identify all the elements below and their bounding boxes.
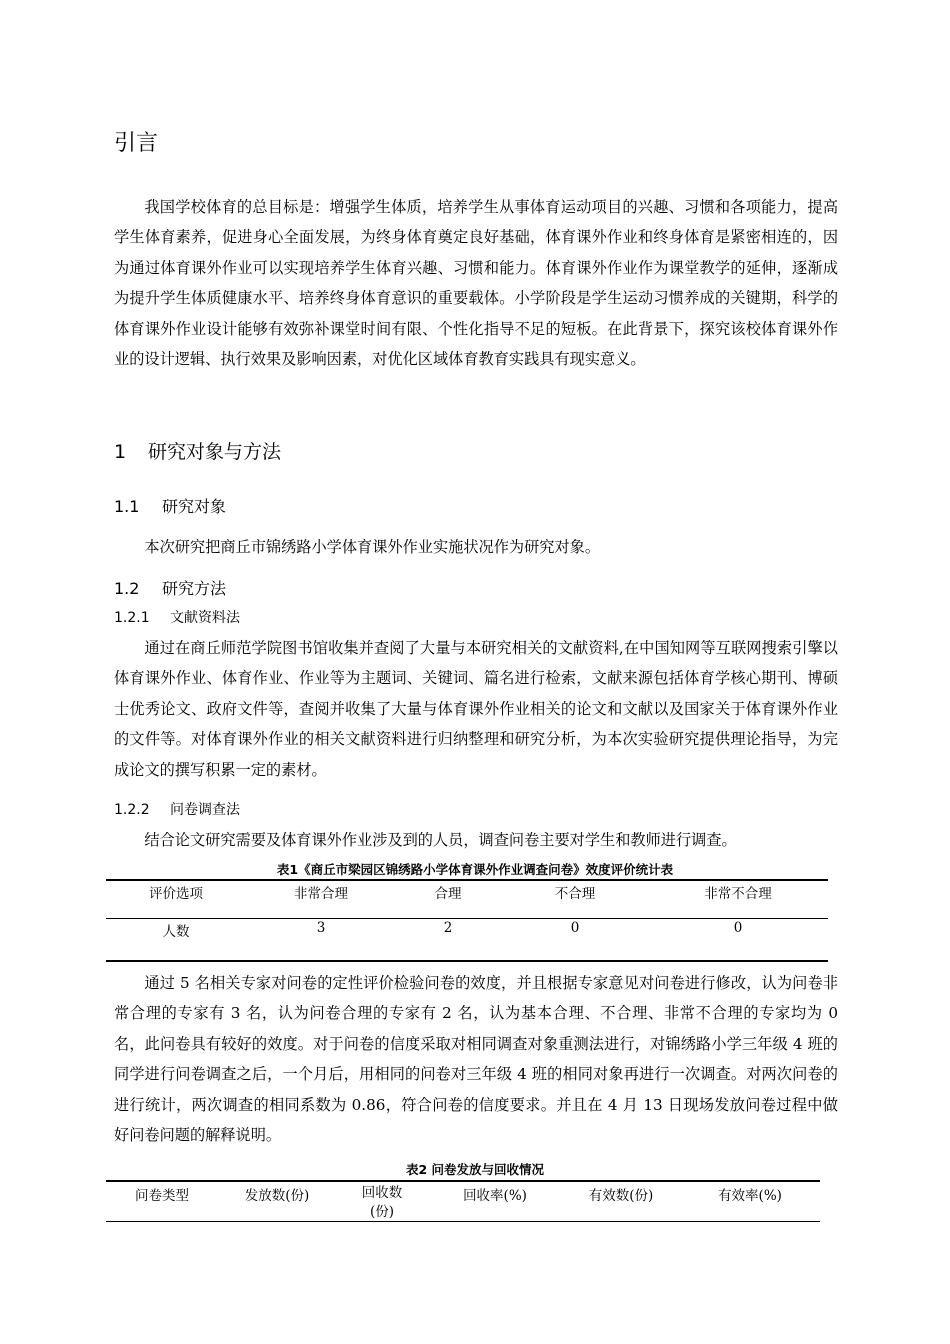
table-1-cell: 人数 xyxy=(162,924,190,940)
section-1-2-2-number: 1.2.2 xyxy=(114,802,150,818)
table-1-cell: 3 xyxy=(316,920,326,936)
table-2-header-cell: 有效率(%) xyxy=(718,1188,782,1204)
table-1-cell: 0 xyxy=(570,920,580,936)
section-1-heading xyxy=(114,437,281,464)
table-1-mid-rule xyxy=(106,918,828,919)
section-1-title: 研究对象与方法 xyxy=(148,441,282,463)
section-1-2-2-paragraph: 结合论文研究需要及体育课外作业涉及到的人员，调查问卷主要对学生和教师进行调查。 xyxy=(144,831,737,849)
section-1-1-paragraph: 本次研究把商丘市锦绣路小学体育课外作业实施状况作为研究对象。 xyxy=(144,538,601,556)
section-1-2-2-title: 问卷调查法 xyxy=(170,802,240,818)
table-2-header-rule xyxy=(106,1221,820,1222)
table-2-caption: 表2 问卷发放与回收情况 xyxy=(405,1162,545,1177)
table-1-header-cell: 评价选项 xyxy=(149,886,203,902)
table-1-cell: 0 xyxy=(733,920,743,936)
section-1-2-1-heading xyxy=(114,607,240,627)
table-1-bottom-rule xyxy=(106,960,828,962)
table-1-cell: 2 xyxy=(443,920,453,936)
section-1-2-1-title: 文献资料法 xyxy=(170,610,240,626)
section-1-2-number: 1.2 xyxy=(114,579,140,598)
table-2-header-cell: 问卷类型 xyxy=(135,1188,189,1204)
table-1-header-cell: 不合理 xyxy=(554,886,596,902)
section-1-1-heading xyxy=(114,494,226,517)
table-1-header-cell: 非常不合理 xyxy=(704,886,772,902)
table-2-top-rule xyxy=(106,1180,820,1182)
section-1-2-1-number: 1.2.1 xyxy=(114,610,150,626)
section-1-1-title: 研究对象 xyxy=(162,497,227,516)
table-1-caption: 表1《商丘市梁园区锦绣路小学体育课外作业调查问卷》效度评价统计表 xyxy=(276,862,674,877)
section-1-2-2-heading xyxy=(114,799,240,819)
table-1-header-cell: 非常合理 xyxy=(294,886,348,902)
table-2-header-cell: 回收数 (份) xyxy=(361,1185,403,1220)
section-1-2-title: 研究方法 xyxy=(162,579,227,598)
validity-paragraph: 通过 5 名相关专家对问卷的定性评价检验问卷的效度，并且根据专家意见对问卷进行修改，认为问卷非常合理的专家有 3 名，认为问卷合理的专家有 2 名，认为基本合理、不合理、非常不合理的专家均为 0 名，此问卷具有较好的效度。对于问卷的信度采取对相同调查对象重测法进行，对锦绣路小学三年级 4 班的同学进行问卷调查之后，一个月后，用相同的问卷对三年级 4 班的相同对象再进行一次调查。对两次问卷的进行统计，两次调查的相同系数为 0.86，符合问卷的信度要求。并且在 4 月 13 日现场发放问卷过程中做好问卷问题的解释说明。 xyxy=(114,974,838,1145)
intro-heading: 引言 xyxy=(114,131,159,156)
table-2-header-cell: 回收率(%) xyxy=(463,1188,527,1204)
table-2-header-cell: 发放数(份) xyxy=(244,1188,310,1204)
section-1-2-heading xyxy=(114,576,226,599)
table-1-top-rule xyxy=(106,879,828,881)
intro-paragraph: 我国学校体育的总目标是：增强学生体质，培养学生从事体育运动项目的兴趣、习惯和各项能力，提高学生体育素养，促进身心全面发展，为终身体育奠定良好基础，体育课外作业和终身体育是紧密相连的，因为通过体育课外作业可以实现培养学生体育兴趣、习惯和能力。体育课外作业作为课堂教学的延伸，逐渐成为提升学生体质健康水平、培养终身体育意识的重要载体。小学阶段是学生运动习惯养成的关键期，科学的体育课外作业设计能够有效弥补课堂时间有限、个性化指导不足的短板。在此背景下，探究该校体育课外作业的设计逻辑、执行效果及影响因素，对优化区域体育教育实践具有现实意义。 xyxy=(114,198,838,369)
section-1-1-number: 1.1 xyxy=(114,497,140,516)
table-1-header-cell: 合理 xyxy=(434,886,462,902)
table-2-header-cell: 有效数(份) xyxy=(588,1188,654,1204)
section-1-2-1-paragraph: 通过在商丘师范学院图书馆收集并查阅了大量与本研究相关的文献资料,在中国知网等互联网搜索引擎以体育课外作业、体育作业、作业等为主题词、关键词、篇名进行检索，文献来源包括体育学核心期刊、博硕士优秀论文、政府文件等，查阅并收集了大量与体育课外作业相关的论文和文献以及国家关于体育课外作业的文件等。对体育课外作业的相关文献资料进行归纳整理和研究分析，为本次实验研究提供理论指导，为完成论文的撰写积累一定的素材。 xyxy=(114,639,838,779)
section-1-number: 1 xyxy=(114,441,127,463)
